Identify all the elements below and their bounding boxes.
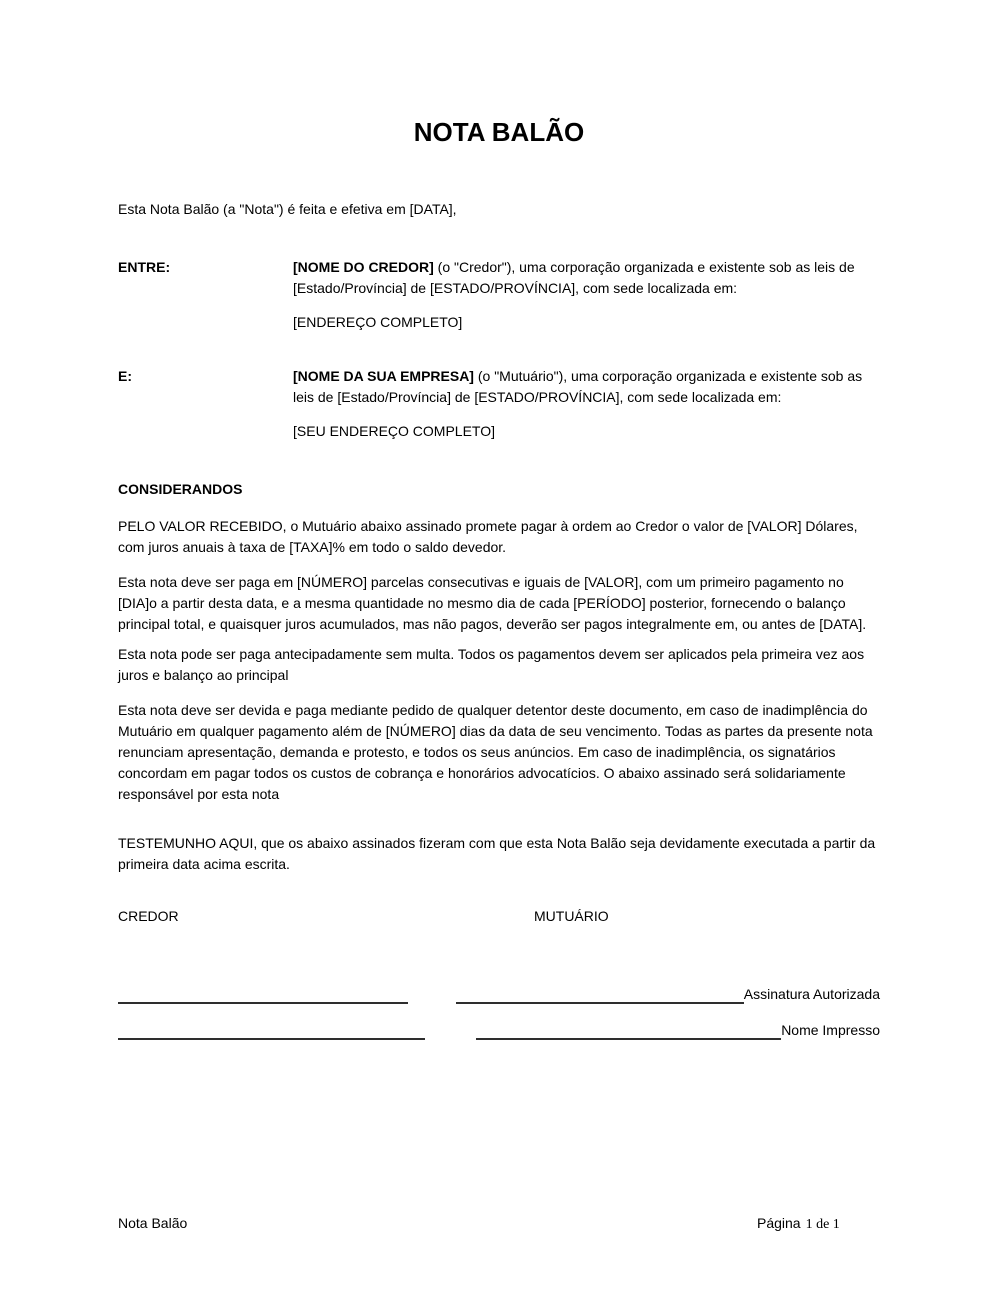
footer-page-label: Página (757, 1215, 801, 1231)
signature-row-2 (118, 1019, 880, 1040)
paragraph-default-terms: Esta nota deve ser devida e paga mediante pedido de qualquer detentor deste documento, em caso de inadimplência do Mutuário em qualquer pagamento além de [NÚMERO] dias da data de seu vencimento. Todas as partes da presente nota renunciam apresentação, demanda e protesto, e todos os seus anúncios. Em caso de inadimplência, os signatários concordam em pagar todos os custos de cobrança e honorários advocatícios. O abaixo assinado será solidariamente responsável por esta nota (118, 702, 873, 802)
creditor-description (293, 257, 880, 299)
signature-row-1 (118, 983, 880, 1004)
page-footer (118, 1213, 1000, 1234)
paragraph-prepayment: Esta nota pode ser paga antecipadamente sem multa. Todos os pagamentos devem ser aplicados pela primeira vez aos juros e balanço ao principal (118, 646, 865, 683)
witness-clause: TESTEMUNHO AQUI, que os abaixo assinados fizeram com que esta Nota Balão seja devidamente executada a partir da primeira data acima escrita. (118, 835, 876, 872)
footer-document-name: Nota Balão (118, 1215, 188, 1231)
paragraph-installments: Esta nota deve ser paga em [NÚMERO] parcelas consecutivas e iguais de [VALOR], com um primeiro pagamento no [DIA]o a partir desta data, e a mesma quantidade no mesmo dia de cada [PERÍODO] posterior, fornecendo o balanço principal total, e quaisquer juros acumulados, mas não pagos, deverão ser pagos integralmente em, ou antes de [DATA]. (118, 574, 867, 632)
signature-column-gap (408, 983, 456, 1004)
party-block-creditor (118, 257, 880, 333)
borrower-name-placeholder: [NOME DA SUA EMPRESA] (293, 368, 474, 384)
party-body-creditor (293, 257, 880, 333)
party-label-entre: ENTRE: (118, 259, 171, 275)
borrower-description-text: (o "Mutuário"), uma corporação organizada e existente sob as leis de [Estado/Província] de [ESTADO/PROVÍNCIA], com sede localizada em: (293, 368, 863, 405)
creditor-signature-line[interactable] (118, 983, 408, 1004)
borrower-signature-line[interactable] (456, 983, 744, 1004)
signature-party-labels (118, 906, 880, 927)
signature-caption-printed-name: Nome Impresso (781, 1022, 880, 1038)
party-block-borrower (118, 366, 880, 442)
section-heading-considerandos: CONSIDERANDOS (118, 481, 243, 497)
creditor-address-placeholder: [ENDEREÇO COMPLETO] (293, 314, 463, 330)
party-label-e: E: (118, 368, 132, 384)
document-title: NOTA BALÃO (413, 117, 585, 147)
borrower-address-placeholder: [SEU ENDEREÇO COMPLETO] (293, 423, 496, 439)
creditor-name-placeholder: [NOME DO CREDOR] (293, 259, 434, 275)
footer-page-value: 1 de 1 (805, 1217, 840, 1232)
borrower-printed-name-line[interactable] (476, 1019, 781, 1040)
party-body-borrower (293, 366, 880, 442)
intro-line: Esta Nota Balão (a "Nota") é feita e efetiva em [DATA], (118, 201, 457, 217)
signature-caption-authorized-signature: Assinatura Autorizada (743, 986, 880, 1002)
creditor-printed-name-line[interactable] (118, 1019, 425, 1040)
creditor-signature-label: CREDOR (118, 908, 179, 924)
borrower-description (293, 366, 880, 408)
footer-page-number (757, 1213, 840, 1235)
borrower-signature-label: MUTUÁRIO (534, 908, 609, 924)
paragraph-value-received: PELO VALOR RECEBIDO, o Mutuário abaixo assinado promete pagar à ordem ao Credor o valor de [VALOR] Dólares, com juros anuais à taxa de [TAXA]% em todo o saldo devedor. (118, 518, 858, 555)
creditor-description-text: (o "Credor"), uma corporação organizada e existente sob as leis de [Estado/Província] de [ESTADO/PROVÍNCIA], com sede localizada em: (293, 259, 855, 296)
signature-column-gap (425, 1019, 476, 1040)
